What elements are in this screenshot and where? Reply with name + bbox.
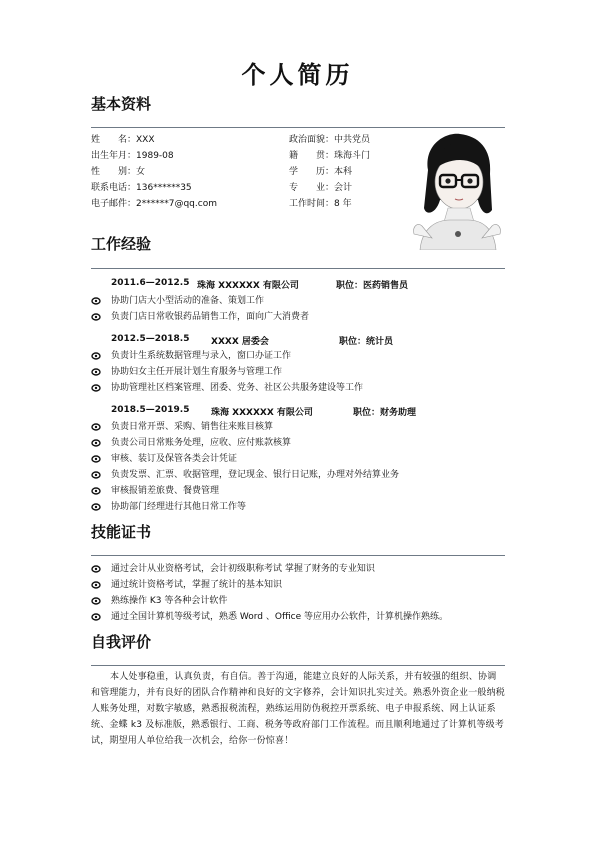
- job-period: 2018.5—2019.5: [111, 405, 190, 415]
- info-row-birth: 出生年月：1989-08: [91, 151, 174, 161]
- section-divider: [91, 665, 505, 666]
- bullet-icon: [91, 352, 101, 360]
- section-divider: [91, 268, 505, 269]
- list-item: 协助管理社区档案管理、团委、党务、社区公共服务建设等工作: [91, 382, 363, 395]
- job-position: 职位：医药销售员: [336, 281, 409, 291]
- info-row-political: 政治面貌：中共党员: [289, 135, 371, 145]
- resume-title: 个人简历: [241, 60, 354, 89]
- list-item: 负责发票、汇票、收据管理，登记现金、银行日记账，办理对外结算业务: [91, 469, 399, 482]
- list-item: 负责公司日常账务处理，应收、应付账款核算: [91, 437, 291, 450]
- bullet-icon: [91, 384, 101, 392]
- info-row-hometown: 籍 贯：珠海斗门: [289, 151, 371, 161]
- info-row-gender: 性 别：女: [91, 167, 146, 177]
- section-divider: [91, 127, 505, 128]
- list-item: 负责日常开票、采购、销售往来账目核算: [91, 421, 273, 434]
- list-item: 负责计生系统数据管理与录入，窗口办证工作: [91, 350, 291, 363]
- info-row-name: 姓 名：XXX: [91, 135, 155, 145]
- job-position: 职位：财务助理: [353, 408, 417, 418]
- job-period: 2012.5—2018.5: [111, 334, 190, 344]
- self-evaluation-text: 本人处事稳重，认真负责，有自信。善于沟通，能建立良好的人际关系，并有较强的组织、协调和管理能力，并有良好的团队合作精神和良好的文字修养，会计知识扎实过关。熟悉外资企业一般纳税人账务处理，对数字敏感，熟悉报税流程，熟练运用防伪税控开票系统、电子申报系统、网上认证系统、金蝶 k3 及标准版，熟悉银行、工商、税务等政府部门工作流程。而且顺利地通过了计算机等级考试，期望用人单位给我一次机会，给你一份惊喜！: [91, 672, 506, 746]
- section-title-work: 工作经验: [91, 235, 152, 253]
- bullet-icon: [91, 313, 101, 321]
- bullet-icon: [91, 368, 101, 376]
- bullet-icon: [91, 503, 101, 511]
- list-item: 协助门店大小型活动的准备、策划工作: [91, 295, 264, 308]
- info-row-work-years: 工作时间：8 年: [289, 199, 352, 209]
- bullet-icon: [91, 597, 101, 605]
- list-item: 通过全国计算机等级考试，熟悉 Word 、Office 等应用办公软件，计算机操作熟练。: [91, 611, 448, 624]
- bullet-icon: [91, 455, 101, 463]
- job-company: 珠海 XXXXXX 有限公司: [197, 281, 299, 291]
- section-divider: [91, 555, 505, 556]
- list-item: 审核报销差旅费、餐费管理: [91, 485, 219, 498]
- avatar: [410, 130, 505, 250]
- info-row-email: 电子邮件：2******7@qq.com: [91, 199, 217, 209]
- list-item: 审核、装订及保管各类会计凭证: [91, 453, 237, 466]
- info-row-phone: 联系电话：136******35: [91, 183, 192, 193]
- bullet-icon: [91, 581, 101, 589]
- bullet-icon: [91, 423, 101, 431]
- section-title-self: 自我评价: [91, 633, 152, 651]
- list-item: 熟练操作 K3 等各种会计软件: [91, 595, 227, 608]
- bullet-icon: [91, 439, 101, 447]
- list-item: 通过统计资格考试，掌握了统计的基本知识: [91, 579, 282, 592]
- basic-info-right: [289, 134, 370, 214]
- job-company: 珠海 XXXXXX 有限公司: [211, 408, 313, 418]
- list-item: 协助妇女主任开展计划生育服务与管理工作: [91, 366, 282, 379]
- info-row-major: 专 业：会计: [289, 183, 353, 193]
- list-item: 通过会计从业资格考试，会计初级职称考试 掌握了财务的专业知识: [91, 563, 375, 576]
- list-item: 协助部门经理进行其他日常工作等: [91, 501, 246, 514]
- list-item: 负责门店日常收银药品销售工作，面向广大消费者: [91, 311, 309, 324]
- section-title-skills: 技能证书: [91, 523, 152, 541]
- info-row-education: 学 历：本科: [289, 167, 353, 177]
- bullet-icon: [91, 297, 101, 305]
- section-title-basic: 基本资料: [91, 95, 152, 113]
- bullet-icon: [91, 613, 101, 621]
- bullet-icon: [91, 565, 101, 573]
- job-period: 2011.6—2012.5: [111, 278, 190, 288]
- bullet-icon: [91, 471, 101, 479]
- job-company: XXXX 居委会: [211, 337, 269, 347]
- job-position: 职位：统计员: [339, 337, 394, 347]
- basic-info-left: [91, 134, 217, 214]
- bullet-icon: [91, 487, 101, 495]
